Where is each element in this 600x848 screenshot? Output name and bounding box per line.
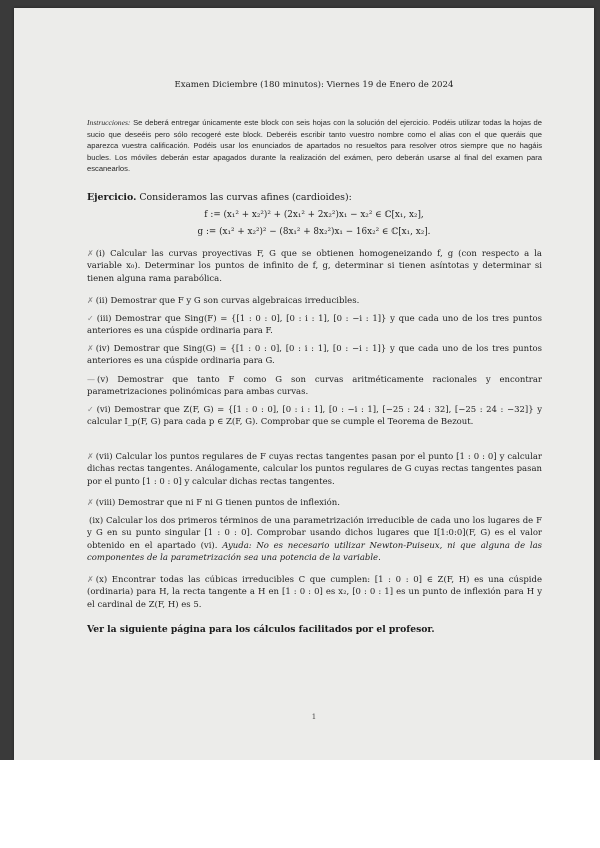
item-text: (x) Encontrar todas las cúbicas irreducibles C que cumplen: [1 : 0 : 0] ∈ Z(F, H) es una cúspide (ordinaria) para H, la recta tangente a H en [1 : 0 : 0] es x₂, [0 : 0 : 1] es un punto de inflexión para H y el cardinal de Z(F, H) es 5. [87,575,542,610]
item-text: (ii) Demostrar que F y G son curvas algebraicas irreducibles. [95,296,360,306]
equation-g: g := (x₁² + x₂²)² − (8x₁² + 8x₂²)x₁ − 16x₂² ∈ ℂ[x₁, x₂]. [197,227,431,237]
next-page-note: Ver la siguiente página para los cálculos facilitados por el profesor. [87,624,435,635]
grading-mark: ✗ [87,452,94,461]
item-text: (viii) Demostrar que ni F ni G tienen puntos de inflexión. [95,498,340,508]
grading-mark: ✓ [87,314,95,323]
grading-mark: ✗ [87,575,94,584]
item-text: (ix) Calcular los dos primeros términos de una parametrización irreducible de cada uno los lugares de F y G en su punto singular [1 : 0 : 0]. Comprobar usando dichos lugares que I[1:0:0](F, G) es el valor obtenido en el apartado (vi). [87,516,542,551]
exercise-item-iii [87,313,542,338]
exam-title: Examen Diciembre (180 minutos): Viernes 19 de Enero de 2024 [174,80,454,90]
exercise-item-viii [87,497,542,509]
exercise-item-ix [87,515,542,565]
grading-mark: ✗ [87,344,94,353]
item-text: (i) Calcular las curvas proyectivas F, G que se obtienen homogeneizando f, g (con respecto a la variable x₀). Determinar los puntos de infinito de f, g, determinar si tienen asíntotas y determinar si tienen alguna rama parabólica. [87,249,542,284]
grading-mark: ✗ [87,296,94,305]
item-hint: Ayuda: No es necesario utilizar Newton-Puiseux, ni que alguna de las componentes de la parametrización sea una potencia de la variable. [87,540,543,564]
background-area [0,760,600,848]
item-text: (vii) Calcular los puntos regulares de F cuyas rectas tangentes pasan por el punto [1 : 0 : 0] y calcular dichas rectas tangentes. Análogamente, calcular los puntos regulares de G cuyas rectas tangentes pasan por el punto [1 : 0 : 0] y calcular dichas rectas tangentes. [87,452,542,487]
grading-mark: ✗ [87,498,94,507]
exercise-item-ii [87,295,542,307]
instructions-label: Instrucciones: [87,118,131,127]
item-text: (vi) Demostrar que Z(F, G) = {[1 : 0 : 0], [0 : i : 1], [0 : −i : 1], [−25 : 24 : 32], [−25 : 24 : −32]} y calcular I_p(F, G) para cada p ∈ Z(F, G). Comprobar que se cumple el Teorema de Bezout. [87,405,543,428]
item-text: (iii) Demostrar que Sing(F) = {[1 : 0 : 0], [0 : i : 1], [0 : −i : 1]} y que cada uno de los tres puntos anteriores es una cúspide ordinaria para F. [87,314,543,337]
instructions-text: Se deberá entregar únicamente este block con seis hojas con la solución del ejercicio. Podéis utilizar todas la hojas de sucio que deseéis pero sólo recogeré este block. Deberéis escribir tanto vuestro nombre como el alias con el que queráis que aparezca vuestra calificación. Podéis usar los enunciados de apartados no resueltos para resolver otros siempre que no hagáis bucles. Los móviles deberán estar apagados durante la realización del exámen, pero deberán usarse al final del examen para escanearlos. [87,118,542,173]
exercise-label: Ejercicio. [87,192,137,203]
grading-mark: ✗ [87,249,94,258]
grading-mark: — [87,375,95,384]
exam-page [14,8,594,760]
exercise-item-iv [87,343,542,368]
grading-mark: ✓ [87,405,95,414]
page-number: 1 [311,713,317,721]
exercise-item-x [87,574,542,611]
item-text: (iv) Demostrar que Sing(G) = {[1 : 0 : 0], [0 : i : 1], [0 : −i : 1]} y que cada uno de los tres puntos anteriores es una cúspide ordinaria para G. [87,344,542,367]
exercise-item-vi [87,404,542,429]
exercise-item-v [87,374,542,399]
instructions-block [87,117,542,175]
equation-f: f := (x₁² + x₂²)² + (2x₁² + 2x₂²)x₁ − x₂² ∈ ℂ[x₁, x₂], [204,210,424,220]
exercise-heading [87,192,352,203]
exercise-item-i [87,248,542,285]
item-text: (v) Demostrar que tanto F como G son curvas aritméticamente racionales y encontrar parametrizaciones polinómicas para ambas curvas. [87,375,542,398]
exercise-intro: Consideramos las curvas afines (cardioides): [139,192,352,203]
exercise-item-vii [87,451,542,488]
